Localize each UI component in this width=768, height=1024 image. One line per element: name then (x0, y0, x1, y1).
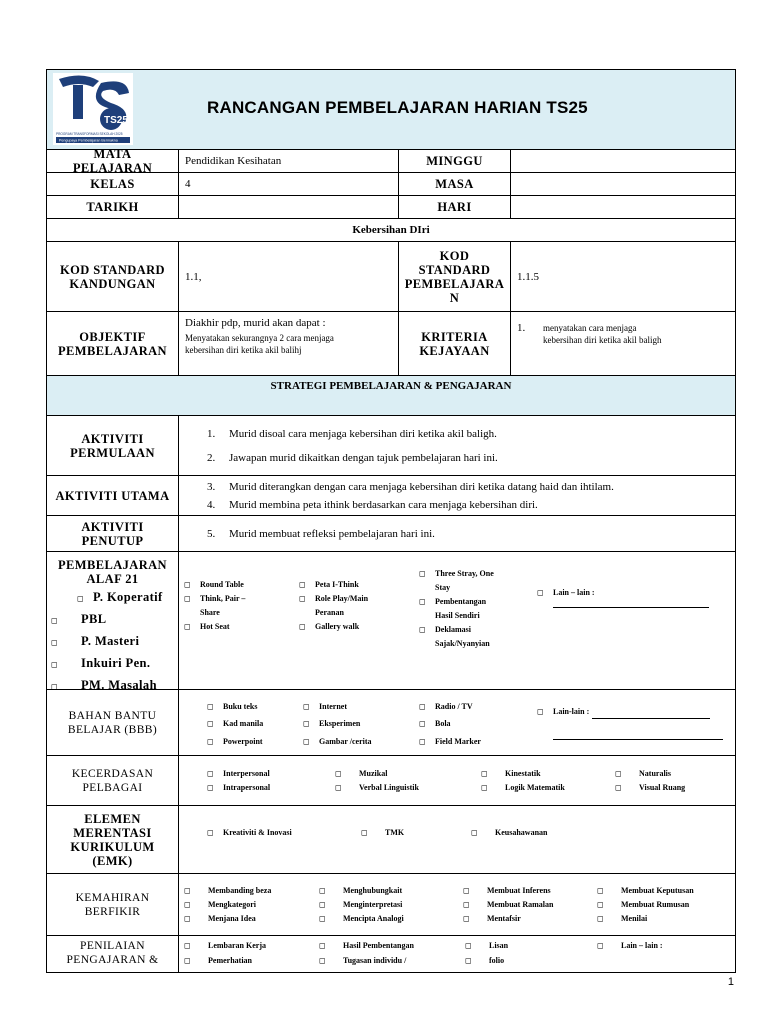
value-hari[interactable] (511, 196, 735, 218)
kemahiran-options (179, 874, 735, 935)
list-item: 1. Murid disoal cara menjaga kebersihan diri ketika akil baligh. (207, 427, 497, 440)
blank-line[interactable] (621, 958, 721, 973)
checkbox-icon: ◻ (335, 769, 342, 778)
checkbox-icon: ◻ (184, 622, 191, 631)
option-three-stray[interactable]: ◻ Three Stray, One (419, 567, 494, 581)
list-item: 2. Jawapan murid dikaitkan dengan tajuk pembelajaran hari ini. (207, 451, 498, 464)
label-alaf21: PEMBELAJARAN (58, 558, 167, 572)
row-emk (47, 806, 735, 874)
option-internet[interactable]: ◻ Internet (303, 700, 347, 714)
option-menilai[interactable]: ◻ Menilai (597, 912, 647, 926)
method-p-masteri[interactable]: ◻ P. Masteri (51, 634, 140, 648)
list-aktiviti-permulaan (179, 416, 735, 475)
option-mentafsir[interactable]: ◻ Mentafsir (463, 912, 521, 926)
checkbox-icon: ◻ (319, 914, 326, 923)
checkbox-icon: ◻ (207, 783, 214, 792)
svg-text:TS25: TS25 (104, 115, 128, 126)
option-mengkategori[interactable]: ◻ Mengkategori (184, 898, 256, 912)
checkbox-icon: ◻ (303, 702, 310, 711)
row-kod-standard (47, 242, 735, 312)
option-verbal-linguistik[interactable]: ◻ Verbal Linguistik (335, 781, 419, 795)
form-header (47, 70, 735, 150)
logo-caption-2: Pengupaya Pembelajaran Bermakna (59, 138, 118, 143)
option-membuat-inferens[interactable]: ◻ Membuat Inferens (463, 884, 551, 898)
label-kelas: KELAS (47, 173, 179, 195)
option-folio[interactable]: ◻ folio (465, 954, 504, 968)
option-naturalis[interactable]: ◻ Naturalis (615, 767, 671, 781)
checkbox-icon: ◻ (319, 886, 326, 895)
checkbox-icon: ◻ (465, 941, 472, 950)
option-hasil-sendiri: Hasil Sendiri (435, 611, 480, 620)
option-keusahawanan[interactable]: ◻ Keusahawanan (471, 826, 547, 840)
checkbox-icon: ◻ (319, 900, 326, 909)
label-kecerdasan: KECERDASAN PELBAGAI (47, 756, 179, 805)
checkbox-icon: ◻ (319, 956, 326, 965)
checkbox-icon: ◻ (537, 588, 544, 597)
value-objektif[interactable]: Diakhir pdp, murid akan dapat : Menyatakan sekurangnya 2 cara menjaga kebersihan diri ketika akil balihj (179, 312, 399, 375)
row-alaf21 (47, 552, 735, 690)
checkbox-icon: ◻ (597, 941, 604, 950)
alaf21-options (179, 552, 735, 689)
list-item: 4. Murid membina peta ithink berdasarkan cara menjaga kebersihan diri. (207, 498, 538, 511)
checkbox-icon: ◻ (419, 569, 426, 578)
row-kemahiran (47, 874, 735, 936)
checkbox-icon: ◻ (184, 941, 191, 950)
label-masa: MASA (399, 173, 511, 195)
option-muzikal[interactable]: ◻ Muzikal (335, 767, 387, 781)
checkbox-icon: ◻ (303, 719, 310, 728)
checkbox-icon: ◻ (419, 737, 426, 746)
checkbox-icon: ◻ (207, 719, 214, 728)
option-menjana-idea[interactable]: ◻ Menjana Idea (184, 912, 256, 926)
option-membuat-ramalan[interactable]: ◻ Membuat Ramalan (463, 898, 553, 912)
checkbox-icon: ◻ (419, 597, 426, 606)
checkbox-icon: ◻ (463, 886, 470, 895)
checkbox-icon: ◻ (184, 914, 191, 923)
label-aktiviti-penutup: AKTIVITI PENUTUP (47, 516, 179, 551)
checkbox-icon: ◻ (419, 719, 426, 728)
option-hasil-pembentangan[interactable]: ◻ Hasil Pembentangan (319, 939, 414, 953)
option-role-play[interactable]: ◻ Role Play/Main (299, 592, 368, 606)
row-kelas (47, 173, 735, 196)
option-intrapersonal[interactable]: ◻ Intrapersonal (207, 781, 270, 795)
label-mata-pelajaran: MATA PELAJARAN (47, 150, 179, 172)
option-kinestatik[interactable]: ◻ Kinestatik (481, 767, 541, 781)
ts25-logo (53, 73, 133, 145)
method-pbl[interactable]: ◻ PBL (51, 612, 107, 626)
option-tugasan-individu[interactable]: ◻ Tugasan individu / (319, 954, 406, 968)
label-aktiviti-permulaan: AKTIVITI PERMULAAN (47, 416, 179, 475)
list-item: 3. Murid diterangkan dengan cara menjaga kebersihan diri ketika datang haid dan ihtilam. (207, 480, 614, 493)
option-buku-teks[interactable]: ◻ Buku teks (207, 700, 257, 714)
option-mencipta-analogi[interactable]: ◻ Mencipta Analogi (319, 912, 404, 926)
option-deklamasi[interactable]: ◻ Deklamasi (419, 623, 471, 637)
checkbox-icon: ◻ (481, 783, 488, 792)
blank-line[interactable] (553, 738, 721, 755)
value-kod-pembelajaran[interactable]: 1.1.5 (517, 270, 539, 283)
option-pembentangan[interactable]: ◻ Pembentangan (419, 595, 486, 609)
checkbox-icon: ◻ (481, 769, 488, 778)
checkbox-icon: ◻ (207, 828, 214, 837)
checkbox-icon: ◻ (207, 769, 214, 778)
checkbox-icon: ◻ (77, 594, 85, 603)
label-kod-standard-kandungan: KOD STANDARD KANDUNGAN (47, 242, 179, 311)
checkbox-icon: ◻ (361, 828, 368, 837)
label-kriteria-kejayaan: KRITERIA KEJAYAAN (399, 312, 511, 375)
checkbox-icon: ◻ (299, 594, 306, 603)
option-logik-matematik[interactable]: ◻ Logik Matematik (481, 781, 565, 795)
page-title: RANCANGAN PEMBELAJARAN HARIAN TS25 (207, 98, 588, 117)
option-lain-lain-penilaian[interactable]: ◻ Lain – lain : (597, 939, 663, 953)
option-gallery-walk[interactable]: ◻ Gallery walk (299, 620, 359, 634)
checkbox-icon: ◻ (51, 660, 59, 669)
checkbox-icon: ◻ (537, 707, 544, 716)
option-tmk[interactable]: ◻ TMK (361, 826, 404, 840)
checkbox-icon: ◻ (471, 828, 478, 837)
option-powerpoint[interactable]: ◻ Powerpoint (207, 735, 263, 749)
checkbox-icon: ◻ (463, 914, 470, 923)
strategi-title: STRATEGI PEMBELAJARAN & PENGAJARAN (270, 380, 512, 392)
value-kelas[interactable]: 4 (179, 173, 399, 195)
option-think-pair[interactable]: ◻ Think, Pair – (184, 592, 245, 606)
row-aktiviti-utama (47, 476, 735, 516)
checkbox-icon: ◻ (335, 783, 342, 792)
checkbox-icon: ◻ (419, 702, 426, 711)
row-aktiviti-permulaan (47, 416, 735, 476)
label-bbb: BAHAN BANTU BELAJAR (BBB) (47, 690, 179, 755)
row-bbb (47, 690, 735, 756)
label-minggu: MINGGU (399, 150, 511, 172)
checkbox-icon: ◻ (207, 702, 214, 711)
checkbox-icon: ◻ (207, 737, 214, 746)
value-tarikh[interactable] (179, 196, 399, 218)
value-mata-pelajaran[interactable]: Pendidikan Kesihatan (179, 150, 399, 172)
label-kod-standard-pembelajaran: KOD STANDARD PEMBELAJARA N (399, 242, 511, 311)
option-radio-tv[interactable]: ◻ Radio / TV (419, 700, 473, 714)
row-kecerdasan (47, 756, 735, 806)
row-strategi (47, 376, 735, 416)
option-sajak-nyanyian: Sajak/Nyanyian (435, 639, 490, 648)
option-kreativiti[interactable]: ◻ Kreativiti & Inovasi (207, 826, 292, 840)
label-objektif: OBJEKTIF PEMBELAJARAN (47, 312, 179, 375)
option-membuat-rumusan[interactable]: ◻ Membuat Rumusan (597, 898, 689, 912)
value-kriteria[interactable]: 1. menyatakan cara menjaga kebersihan diri ketika akil baligh (517, 322, 662, 345)
checkbox-icon: ◻ (465, 956, 472, 965)
checkbox-icon: ◻ (51, 682, 59, 689)
kecerdasan-options (179, 756, 735, 805)
row-tarikh (47, 196, 735, 219)
option-lain-lain[interactable]: ◻ Lain – lain : (537, 586, 595, 600)
option-menginterpretasi[interactable]: ◻ Menginterpretasi (319, 898, 402, 912)
label-hari: HARI (399, 196, 511, 218)
method-inkuiri[interactable]: ◻ Inkuiri Pen. (51, 656, 151, 670)
label-tarikh: TARIKH (47, 196, 179, 218)
checkbox-icon: ◻ (303, 737, 310, 746)
checkbox-icon: ◻ (597, 900, 604, 909)
option-think-pair-share: Share (200, 608, 220, 617)
option-interpersonal[interactable]: ◻ Interpersonal (207, 767, 270, 781)
label-aktiviti-utama: AKTIVITI UTAMA (47, 476, 179, 515)
checkbox-icon: ◻ (597, 914, 604, 923)
option-three-stray-stay: Stay (435, 583, 451, 592)
checkbox-icon: ◻ (463, 900, 470, 909)
label-kemahiran: KEMAHIRAN BERFIKIR (47, 874, 179, 935)
blank-line[interactable] (553, 590, 709, 608)
list-aktiviti-utama (179, 476, 735, 515)
logo-caption-1: PROGRAM TRANSFORMASI SEKOLAH 2025 (56, 132, 123, 136)
option-visual-ruang[interactable]: ◻ Visual Ruang (615, 781, 685, 795)
topic-title: Kebersihan DIri (352, 224, 430, 236)
option-round-table[interactable]: ◻ Round Table (184, 578, 244, 592)
checkbox-icon: ◻ (51, 638, 59, 647)
checkbox-icon: ◻ (184, 900, 191, 909)
list-aktiviti-penutup (179, 516, 735, 551)
option-pemerhatian[interactable]: ◻ Pemerhatian (184, 954, 252, 968)
bbb-options (179, 690, 735, 755)
list-item: 5. Murid membuat refleksi pembelajaran hari ini. (207, 527, 435, 540)
checkbox-icon: ◻ (184, 956, 191, 965)
checkbox-icon: ◻ (184, 580, 191, 589)
option-field-marker[interactable]: ◻ Field Marker (419, 735, 481, 749)
penilaian-options (179, 936, 735, 973)
option-kad-manila[interactable]: ◻ Kad manila (207, 717, 263, 731)
option-bola[interactable]: ◻ Bola (419, 717, 451, 731)
row-penilaian (47, 936, 735, 973)
checkbox-icon: ◻ (319, 941, 326, 950)
option-lain-lain-bbb[interactable]: ◻ Lain-lain : (537, 705, 710, 719)
checkbox-icon: ◻ (615, 769, 622, 778)
checkbox-icon: ◻ (299, 580, 306, 589)
option-membuat-keputusan[interactable]: ◻ Membuat Keputusan (597, 884, 694, 898)
option-gambar-cerita[interactable]: ◻ Gambar /cerita (303, 735, 372, 749)
method-p-koperatif[interactable]: ◻ P. Koperatif (77, 590, 163, 604)
row-topic (47, 219, 735, 242)
checkbox-icon: ◻ (299, 622, 306, 631)
checkbox-icon: ◻ (184, 594, 191, 603)
option-eksperimen[interactable]: ◻ Eksperimen (303, 717, 360, 731)
value-minggu[interactable] (511, 150, 735, 172)
label-emk: ELEMEN MERENTASI KURIKULUM (EMK) (47, 806, 179, 873)
option-lisan[interactable]: ◻ Lisan (465, 939, 508, 953)
value-masa[interactable] (511, 173, 735, 195)
method-pm-masalah[interactable]: ◻ PM. Masalah (51, 678, 174, 689)
alaf21-label-cell: PEMBELAJARAN ALAF 21 ◻ P. Koperatif ◻ PBL ◻ P. Masteri ◻ Inkuiri Pen. ◻ PM. Masalah (47, 552, 179, 689)
label-penilaian: PENILAIAN PENGAJARAN & (47, 936, 179, 973)
lesson-plan-form (46, 69, 736, 973)
row-objektif (47, 312, 735, 376)
option-hot-seat[interactable]: ◻ Hot Seat (184, 620, 230, 634)
value-kod-kandungan[interactable]: 1.1, (179, 242, 399, 311)
option-peta-ithink[interactable]: ◻ Peta I-Think (299, 578, 359, 592)
checkbox-icon: ◻ (184, 886, 191, 895)
checkbox-icon: ◻ (51, 616, 59, 625)
emk-options (179, 806, 735, 873)
option-membanding-beza[interactable]: ◻ Membanding beza (184, 884, 271, 898)
page-number: 1 (727, 976, 734, 988)
row-aktiviti-penutup (47, 516, 735, 552)
checkbox-icon: ◻ (615, 783, 622, 792)
option-role-play-peranan: Peranan (315, 608, 344, 617)
option-menghubungkait[interactable]: ◻ Menghubungkait (319, 884, 402, 898)
row-mata-pelajaran (47, 150, 735, 173)
option-lembaran-kerja[interactable]: ◻ Lembaran Kerja (184, 939, 266, 953)
checkbox-icon: ◻ (419, 625, 426, 634)
checkbox-icon: ◻ (597, 886, 604, 895)
